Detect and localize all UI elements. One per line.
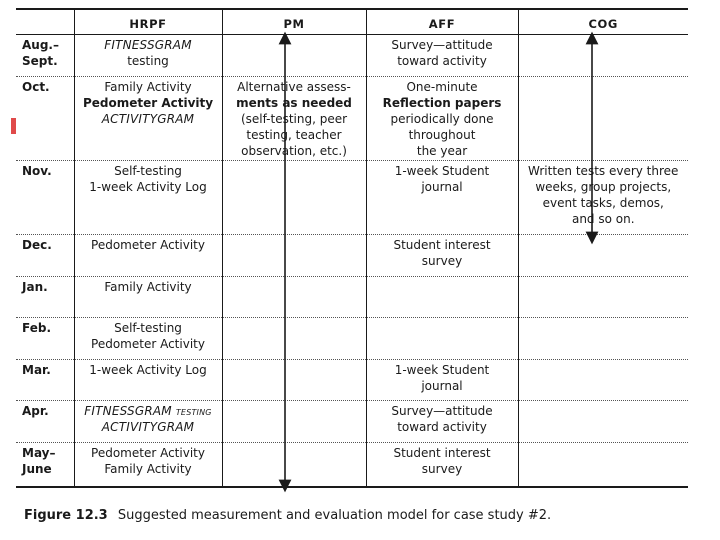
table-row (16, 277, 688, 318)
aff-line: Reflection papers (382, 96, 502, 110)
table-row (16, 235, 688, 277)
pm-cell (222, 77, 366, 161)
hrpf-line: Self-testing (114, 164, 182, 178)
table-row (16, 360, 688, 401)
month-cell (16, 360, 74, 401)
hrpf-line: 1-week Activity Log (89, 180, 207, 194)
hrpf-cell (74, 443, 222, 487)
pm-line: ments as needed (236, 96, 352, 110)
hrpf-line: FITNESSGRAM (104, 38, 192, 52)
cog-cell (518, 235, 688, 277)
pm-line: observation, etc.) (241, 144, 347, 158)
hrpf-line: Self-testing (114, 321, 182, 335)
aff-line: journal (421, 379, 463, 393)
hrpf-line: Family Activity (104, 280, 192, 294)
month-cell (16, 35, 74, 77)
header-hrpf: HRPF (74, 9, 222, 35)
hrpf-line: 1-week Activity Log (89, 363, 207, 377)
hrpf-line: Pedometer Activity (91, 446, 205, 460)
pm-cell (222, 235, 366, 277)
hrpf-cell (74, 77, 222, 161)
pm-cell (222, 443, 366, 487)
hrpf-line: testing (127, 54, 169, 68)
header-cog: COG (518, 9, 688, 35)
aff-line: 1-week Student (394, 363, 490, 377)
pm-cell (222, 360, 366, 401)
pm-line: Alternative assess- (237, 80, 351, 94)
header-pm: PM (222, 9, 366, 35)
month-line: Mar. (22, 363, 51, 377)
hrpf-line: Pedometer Activity (91, 337, 205, 351)
hrpf-cell (74, 277, 222, 318)
aff-line: throughout (408, 128, 476, 142)
hrpf-line: Family Activity (104, 80, 192, 94)
cog-line: Written tests every three (528, 164, 679, 178)
aff-cell (366, 235, 518, 277)
aff-line: Survey—attitude (391, 404, 493, 418)
aff-cell (366, 443, 518, 487)
month-cell (16, 318, 74, 360)
month-cell (16, 443, 74, 487)
month-line: Apr. (22, 404, 49, 418)
hrpf-line: Pedometer Activity (82, 96, 214, 110)
aff-line: survey (421, 254, 463, 268)
aff-cell (366, 161, 518, 235)
aff-line: toward activity (397, 420, 487, 434)
cog-cell (518, 277, 688, 318)
pm-line: (self-testing, peer (240, 112, 348, 126)
header-row (16, 9, 688, 35)
pm-cell (222, 277, 366, 318)
figure-label: Figure 12.3 (24, 508, 108, 523)
table-row (16, 318, 688, 360)
aff-cell (366, 77, 518, 161)
pm-cell (222, 35, 366, 77)
aff-cell (366, 318, 518, 360)
aff-line: survey (421, 462, 463, 476)
cog-line: event tasks, demos, (542, 196, 664, 210)
month-line: Aug.– (22, 38, 59, 52)
table-row (16, 77, 688, 161)
month-cell (16, 161, 74, 235)
aff-cell (366, 277, 518, 318)
cog-cell (518, 35, 688, 77)
month-cell (16, 277, 74, 318)
hrpf-cell (74, 318, 222, 360)
month-line: Jan. (22, 280, 48, 294)
hrpf-cell (74, 161, 222, 235)
month-line: Nov. (22, 164, 52, 178)
aff-line: the year (416, 144, 468, 158)
evaluation-model-table (16, 8, 688, 488)
hrpf-line: ACTIVITYGRAM (101, 112, 195, 126)
cog-line: and so on. (571, 212, 635, 226)
cog-cell (518, 318, 688, 360)
pm-cell (222, 318, 366, 360)
month-cell (16, 401, 74, 443)
month-cell (16, 235, 74, 277)
month-line: May– (22, 446, 56, 460)
table-row (16, 35, 688, 77)
hrpf-cell (74, 401, 222, 443)
aff-cell (366, 35, 518, 77)
aff-line: Student interest (393, 446, 491, 460)
hrpf-line: ACTIVITYGRAM (101, 420, 195, 434)
hrpf-cell (74, 235, 222, 277)
aff-cell (366, 401, 518, 443)
table-row (16, 161, 688, 235)
hrpf-line: FITNESSGRAM testing (84, 404, 212, 418)
cog-cell (518, 161, 688, 235)
pm-cell (222, 401, 366, 443)
aff-line: One-minute (406, 80, 478, 94)
month-cell (16, 77, 74, 161)
hrpf-cell (74, 360, 222, 401)
table-row (16, 401, 688, 443)
cog-cell (518, 77, 688, 161)
aff-line: Student interest (393, 238, 491, 252)
pm-cell (222, 161, 366, 235)
aff-cell (366, 360, 518, 401)
month-line: Sept. (22, 54, 58, 68)
month-line: June (22, 462, 52, 476)
month-line: Feb. (22, 321, 51, 335)
month-line: Oct. (22, 80, 50, 94)
aff-line: Survey—attitude (391, 38, 493, 52)
figure-caption-text: Suggested measurement and evaluation model for case study #2. (117, 508, 552, 523)
hrpf-line: Pedometer Activity (91, 238, 205, 252)
figure-caption (24, 508, 551, 523)
table-row (16, 443, 688, 487)
hrpf-line: Family Activity (104, 462, 192, 476)
cog-line: weeks, group projects, (535, 180, 672, 194)
cog-cell (518, 401, 688, 443)
hrpf-cell (74, 35, 222, 77)
aff-line: periodically done (390, 112, 494, 126)
pm-line: testing, teacher (246, 128, 342, 142)
aff-line: 1-week Student (394, 164, 490, 178)
header-aff: AFF (366, 9, 518, 35)
cog-cell (518, 443, 688, 487)
cog-cell (518, 360, 688, 401)
month-line: Dec. (22, 238, 52, 252)
aff-line: toward activity (397, 54, 487, 68)
header-month (16, 9, 74, 35)
aff-line: journal (421, 180, 463, 194)
